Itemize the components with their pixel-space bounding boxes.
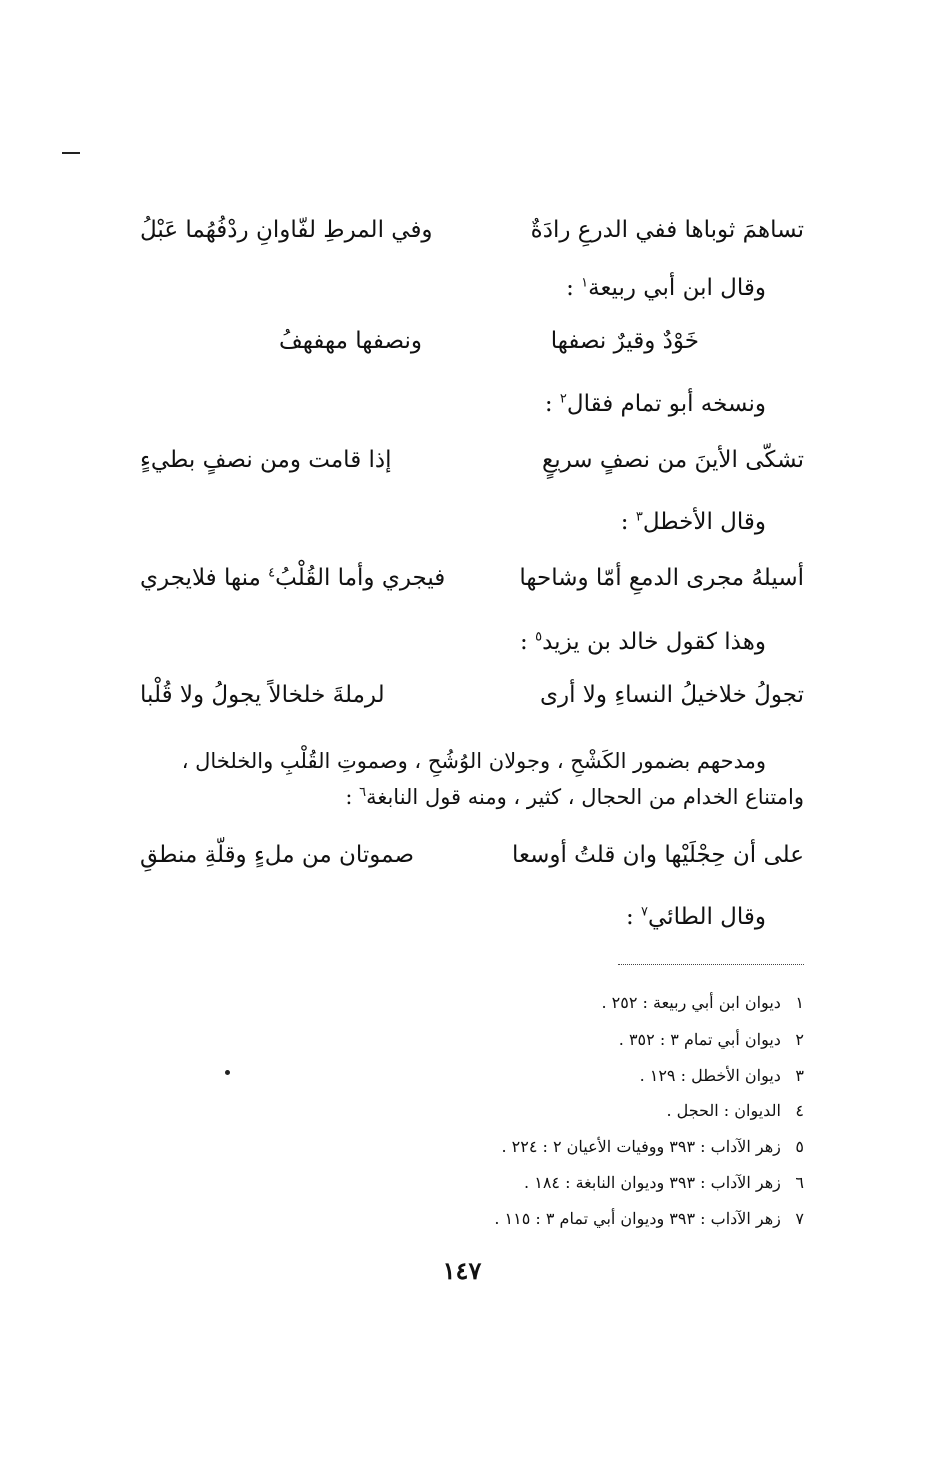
prose-line (621, 504, 766, 540)
page-number: ١٤٧ (442, 1256, 482, 1285)
footnote-ref: ٣ (635, 509, 643, 525)
hemistich-text: فيجري وأما القُلْبُ (275, 565, 446, 591)
prose-text: وقال الطائي (648, 904, 766, 930)
verse-line (140, 837, 804, 873)
colon: : (566, 275, 574, 301)
footnote-number: ٤ (795, 1101, 804, 1120)
footnote-text: ديوان الأخطل : ١٢٩ . (639, 1066, 781, 1085)
colon: : (620, 509, 629, 535)
colon: : (520, 629, 528, 655)
verse-hemistich-first: خَوْدٌ وقيرٌ نصفها (550, 328, 699, 354)
footnote-number: ٥ (795, 1137, 804, 1156)
footnote (640, 1063, 804, 1089)
prose-line (182, 743, 766, 779)
verse-hemistich-first: تشكّى الأينَ من نصفٍ سريعٍ (541, 447, 804, 473)
margin-mark (62, 152, 80, 154)
footnote-text: ديوان ابن أبي ربيعة : ٢٥٢ . (601, 993, 781, 1012)
footnote-ref: ٢ (559, 391, 567, 407)
prose-text: وقال الأخطل (642, 509, 766, 535)
footnote-text: الديوان : الحجل . (666, 1101, 781, 1120)
footnote-ref: ١ (581, 275, 589, 291)
prose-line (140, 779, 804, 815)
verse-hemistich-second: صموتان من ملءٍ وقلّةِ منطقِ (140, 842, 414, 868)
footnote-number: ١ (795, 993, 804, 1012)
colon: : (544, 391, 553, 417)
verse-line (140, 442, 804, 478)
verse-hemistich-second: لرملةَ خلخالاً يجولُ ولا قُلْبا (140, 682, 385, 708)
footnote (601, 990, 804, 1016)
footnote (501, 1134, 804, 1160)
hemistich-text: منها فلايجري (140, 565, 261, 591)
footnote (494, 1206, 804, 1232)
verse-hemistich-second: وفي المرطِ لفّاوانِ ردْفُهُما عَبْلُ (140, 217, 433, 243)
footnote-number: ٦ (795, 1173, 804, 1192)
prose-line (520, 624, 766, 660)
verse-hemistich-second (140, 560, 445, 596)
verse-hemistich-first: تجولُ خلاخيلُ النساءِ ولا أرى (539, 682, 804, 708)
verse-hemistich-first: على أن حِجْلَيْها وان قلتُ أوسعا (511, 842, 804, 868)
verse-hemistich-second: ونصفها مهفهفُ (279, 328, 422, 354)
footnote (524, 1170, 804, 1196)
verse-line (140, 677, 804, 713)
prose-text: ومدحهم بضمور الكَشْحِ ، وجولان الوُشُحِ ، وصموتِ القُلْبِ والخلخال ، (181, 749, 766, 773)
prose-text: ونسخه أبو تمام فقال (566, 391, 766, 417)
verse-hemistich-second: إذا قامت ومن نصفٍ بطيءٍ (140, 447, 392, 473)
footnote-text: زهر الآداب : ٣٩٣ وديوان النابغة : ١٨٤ . (524, 1173, 781, 1192)
footnote-ref: ٤ (268, 565, 276, 581)
footnote-text: زهر الآداب : ٣٩٣ وديوان أبي تمام ٣ : ١١٥ . (494, 1209, 781, 1228)
verse-line (140, 212, 804, 248)
prose-text: وامتناع الخدام من الحجال ، كثير ، ومنه قول النابغة (366, 785, 804, 809)
footnote-number: ٣ (795, 1066, 804, 1085)
verse-line (140, 560, 804, 596)
prose-text: وقال ابن أبي ربيعة (588, 275, 766, 301)
footnote-ref: ٥ (535, 629, 543, 645)
ink-speck (225, 1070, 230, 1075)
verse-hemistich-first: تساهمَ ثوباها ففي الدرعِ رادَةٌ (530, 217, 804, 243)
footnote-text: زهر الآداب : ٣٩٣ ووفيات الأعيان ٢ : ٢٢٤ . (501, 1137, 781, 1156)
prose-line (545, 386, 766, 422)
footnote (619, 1027, 804, 1053)
verse-line (279, 323, 699, 359)
footnote-ref: ٧ (641, 904, 649, 920)
footnote-separator (618, 964, 804, 965)
prose-line (626, 899, 766, 935)
prose-text: وهذا كقول خالد بن يزيد (542, 629, 766, 655)
footnote-number: ٢ (795, 1030, 804, 1049)
footnote (666, 1098, 804, 1124)
colon: : (625, 904, 634, 930)
footnote-number: ٧ (795, 1209, 804, 1228)
footnote-text: ديوان أبي تمام ٣ : ٣٥٢ . (618, 1030, 781, 1049)
footnote-ref: ٦ (359, 785, 367, 800)
prose-line (566, 270, 766, 306)
colon: : (345, 785, 353, 809)
verse-hemistich-first: أسيلهُ مجرى الدمعِ أمّا وشاحها (519, 565, 804, 591)
